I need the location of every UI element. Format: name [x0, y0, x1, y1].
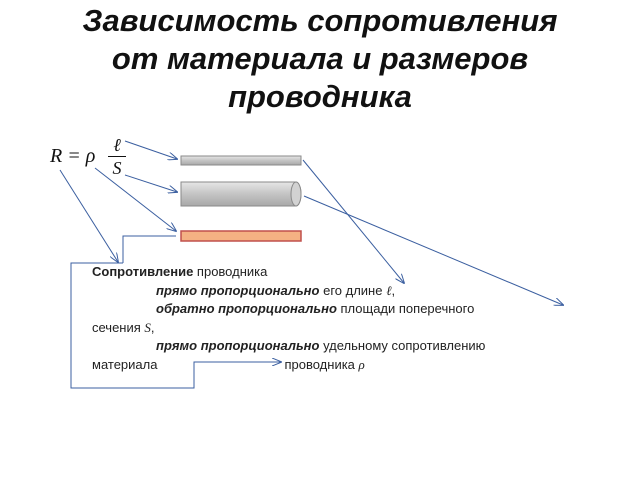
- explanation-text: [92, 263, 572, 374]
- text-line-2: [92, 282, 572, 301]
- text-line-2-rest: его длине: [319, 282, 387, 298]
- title-line-2: от материала и размеров: [111, 41, 529, 76]
- arrow-area-to-thick-wire: [125, 175, 177, 192]
- thick-wire: [181, 182, 301, 206]
- formula-denominator: S: [112, 158, 122, 178]
- length-symbol: ℓ: [386, 282, 392, 298]
- text-line-6-right: проводника: [284, 356, 359, 372]
- directly-proportional-1: прямо пропорционально: [156, 282, 320, 298]
- directly-proportional-2: прямо пропорционально: [156, 338, 320, 353]
- resistivity-symbol: ρ: [358, 356, 365, 372]
- copper-wire: [181, 231, 301, 241]
- inversely-proportional: обратно пропорционально: [156, 301, 337, 316]
- connector-copper-wire-to-box: [123, 236, 176, 263]
- arrow-length-to-thin-wire: [125, 141, 177, 159]
- text-line-4: [92, 319, 572, 338]
- text-line-4-end: ,: [150, 319, 155, 335]
- formula-lhs: R = ρ: [50, 145, 96, 167]
- text-line-6-left: материала: [92, 356, 158, 372]
- arrow-rho-to-copper-wire: [95, 168, 176, 231]
- text-line-3: [92, 300, 572, 319]
- thin-wire: [181, 156, 301, 165]
- area-symbol: S: [144, 319, 151, 335]
- resistance-term: Сопротивление: [92, 264, 194, 279]
- arrow-r-to-text: [60, 170, 118, 262]
- text-line-3-rest: площади поперечного: [336, 301, 475, 316]
- title-line-1: Зависимость сопротивления: [82, 3, 558, 38]
- text-line-1: [92, 263, 572, 282]
- title-line-3: проводника: [228, 79, 412, 114]
- text-line-2-end: ,: [391, 282, 396, 298]
- text-line-5: [92, 337, 572, 356]
- text-line-4-text: сечения: [92, 319, 145, 335]
- text-line-6: [92, 356, 572, 375]
- formula-numerator: ℓ: [113, 135, 121, 155]
- text-line-5-rest: удельному сопротивлению: [319, 338, 486, 353]
- text-line-1-rest: проводника: [193, 264, 268, 279]
